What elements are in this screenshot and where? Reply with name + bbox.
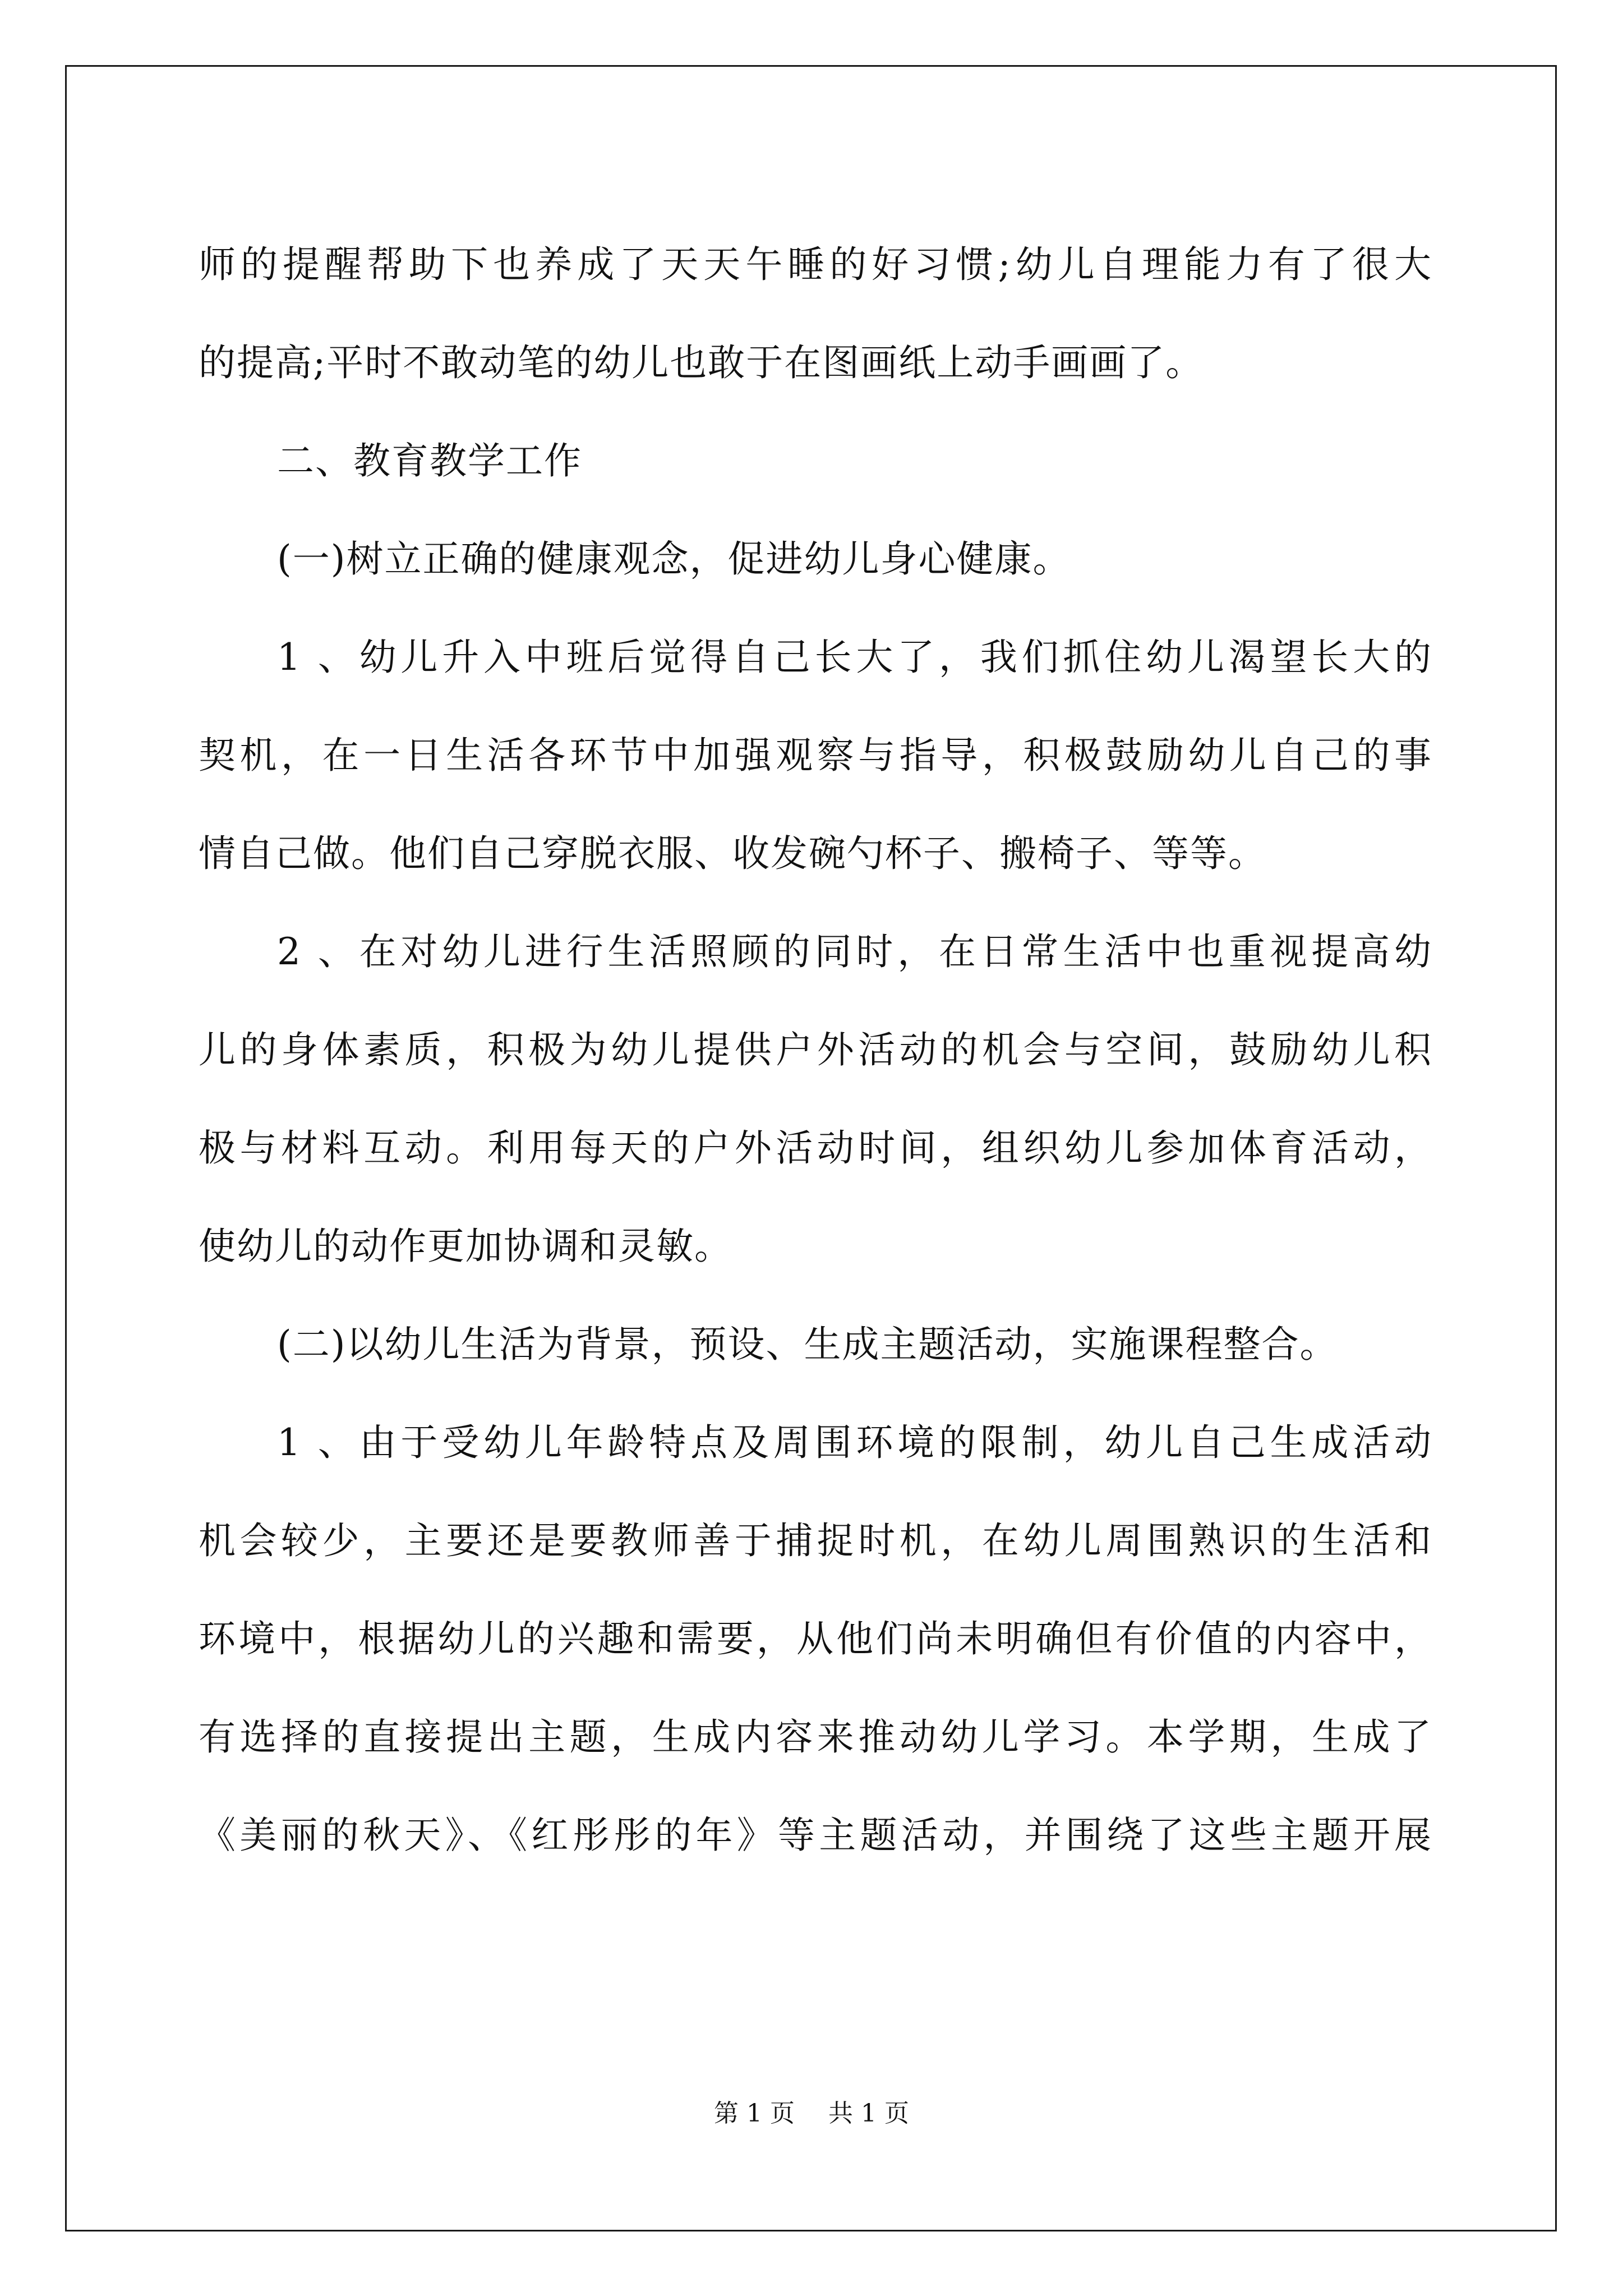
text-line-8: 2 、在对幼儿进行生活照顾的同时，在日常生活中也重视提高幼 bbox=[277, 930, 1432, 973]
subsection-heading-2: (二)以幼儿生活为背景，预设、生成主题活动，实施课程整合。 bbox=[277, 1323, 1338, 1366]
text-line-14: 机会较少，主要还是要教师善于捕捉时机，在幼儿周围熟识的生活和 bbox=[199, 1519, 1432, 1562]
page-total: 共 1 页 bbox=[828, 2099, 909, 2128]
text-line-6: 契机，在一日生活各环节中加强观察与指导，积极鼓励幼儿自己的事 bbox=[199, 734, 1432, 777]
text-line-10: 极与材料互动。利用每天的户外活动时间，组织幼儿参加体育活动， bbox=[199, 1126, 1432, 1170]
document-body bbox=[199, 215, 1432, 1884]
text-line-7: 情自己做。他们自己穿脱衣服、收发碗勺杯子、搬椅子、等等。 bbox=[199, 832, 1266, 875]
text-line-9: 儿的身体素质，积极为幼儿提供户外活动的机会与空间，鼓励幼儿积 bbox=[199, 1028, 1432, 1071]
page-footer bbox=[0, 2097, 1623, 2131]
text-line-5: 1 、幼儿升入中班后觉得自己长大了，我们抓住幼儿渴望长大的 bbox=[277, 636, 1432, 679]
text-line-16: 有选择的直接提出主题，生成内容来推动幼儿学习。本学期，生成了 bbox=[199, 1715, 1432, 1759]
text-line-17: 《美丽的秋天》、《红彤彤的年》等主题活动，并围绕了这些主题开展 bbox=[199, 1814, 1432, 1857]
text-line-2: 的提高;平时不敢动笔的幼儿也敢于在图画纸上动手画画了。 bbox=[199, 341, 1204, 384]
section-heading: 二、教育教学工作 bbox=[277, 439, 582, 482]
page-number: 第 1 页 bbox=[714, 2099, 795, 2128]
subsection-heading-1: (一)树立正确的健康观念，促进幼儿身心健康。 bbox=[277, 537, 1071, 581]
text-line-15: 环境中，根据幼儿的兴趣和需要，从他们尚未明确但有价值的内容中， bbox=[199, 1617, 1432, 1660]
text-line-11: 使幼儿的动作更加协调和灵敏。 bbox=[199, 1225, 732, 1268]
text-line-1: 师的提醒帮助下也养成了天天午睡的好习惯;幼儿自理能力有了很大 bbox=[199, 243, 1432, 286]
text-line-13: 1 、由于受幼儿年龄特点及周围环境的限制，幼儿自己生成活动 bbox=[277, 1421, 1432, 1464]
